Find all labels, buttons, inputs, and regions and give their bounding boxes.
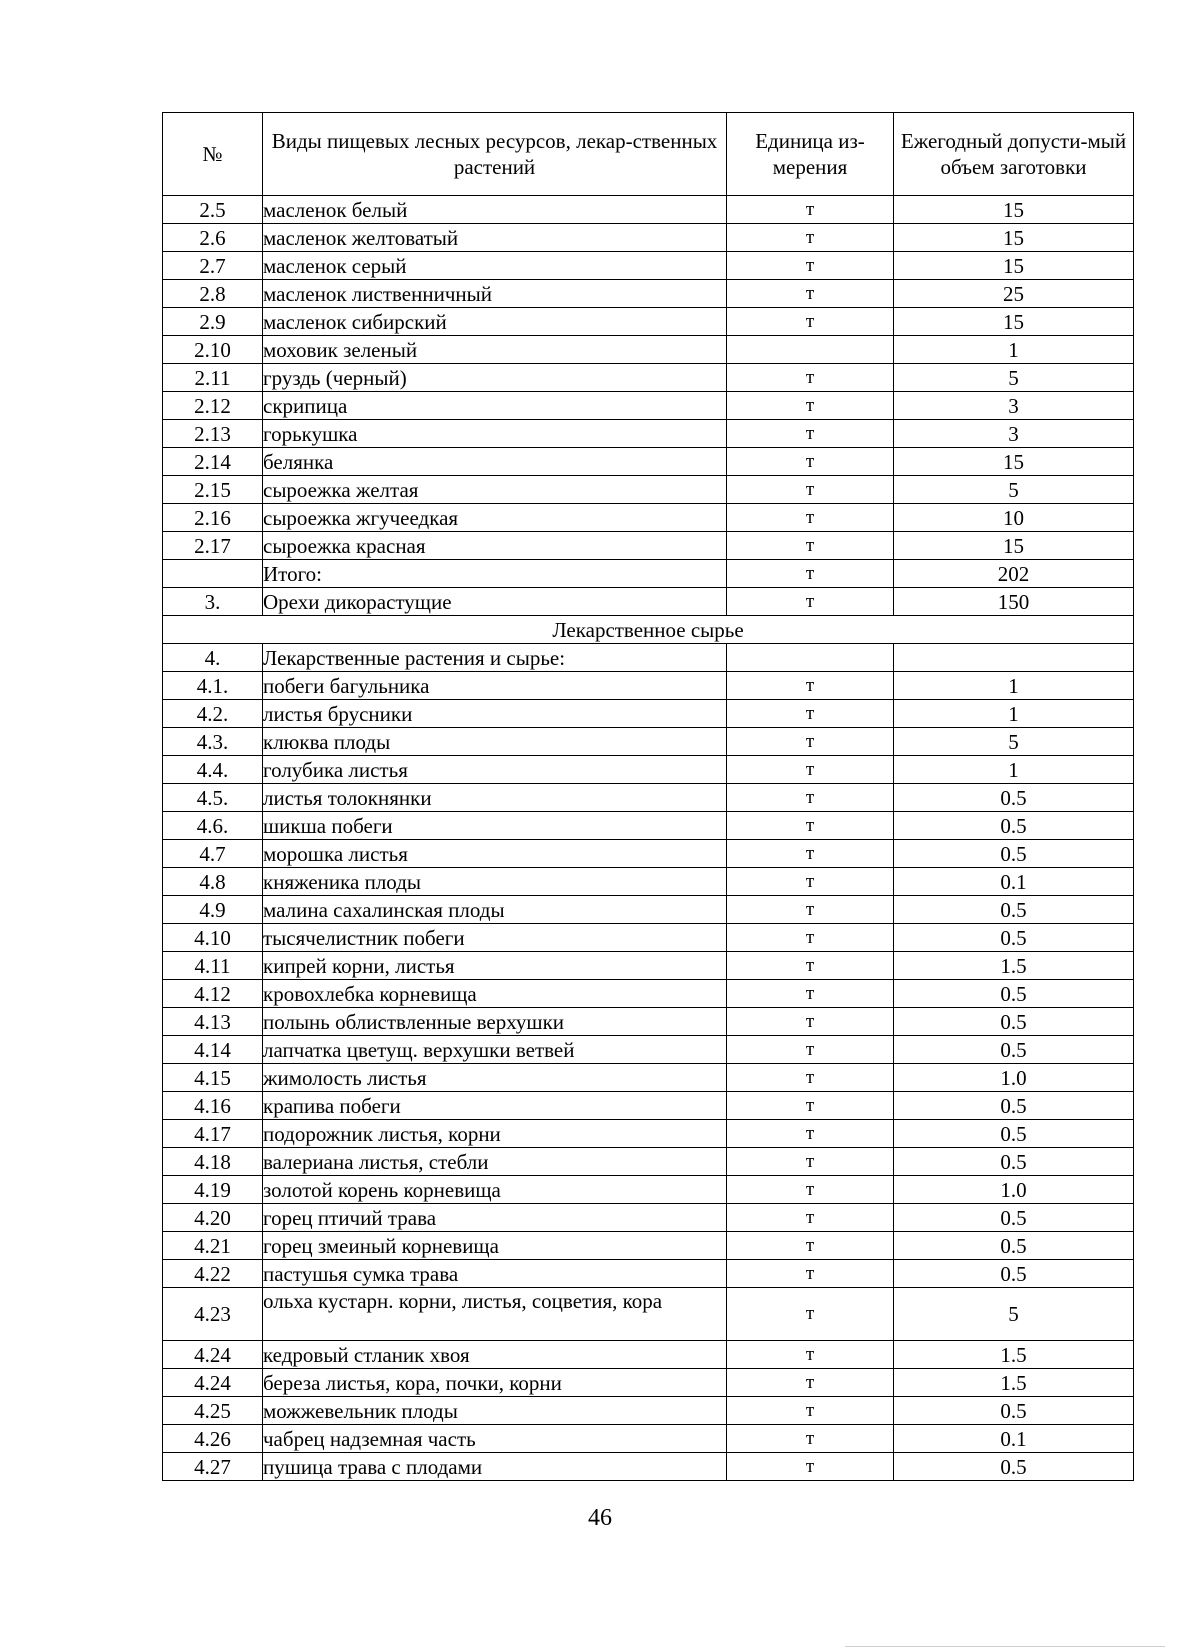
row-unit: т bbox=[727, 252, 894, 280]
row-unit: т bbox=[727, 588, 894, 616]
table-row bbox=[163, 840, 1134, 868]
row-name: малина сахалинская плоды bbox=[263, 896, 727, 924]
row-volume: 0.5 bbox=[894, 1232, 1134, 1260]
row-unit: т bbox=[727, 1369, 894, 1397]
row-unit: т bbox=[727, 980, 894, 1008]
table-row bbox=[163, 1425, 1134, 1453]
table-row bbox=[163, 1232, 1134, 1260]
row-name: голубика листья bbox=[263, 756, 727, 784]
table-row bbox=[163, 644, 1134, 672]
row-name: шикша побеги bbox=[263, 812, 727, 840]
row-num: 4.2. bbox=[163, 700, 263, 728]
header-num: № bbox=[163, 113, 263, 196]
row-name: белянка bbox=[263, 448, 727, 476]
row-volume: 10 bbox=[894, 504, 1134, 532]
row-unit: т bbox=[727, 1397, 894, 1425]
row-name: горец птичий трава bbox=[263, 1204, 727, 1232]
row-name: пастушья сумка трава bbox=[263, 1260, 727, 1288]
row-unit: т bbox=[727, 1425, 894, 1453]
page-number: 46 bbox=[588, 1505, 612, 1531]
row-num: 4. bbox=[163, 644, 263, 672]
row-num: 3. bbox=[163, 588, 263, 616]
table-row bbox=[163, 1092, 1134, 1120]
row-volume: 202 bbox=[894, 560, 1134, 588]
row-num: 4.16 bbox=[163, 1092, 263, 1120]
row-volume: 1 bbox=[894, 336, 1134, 364]
row-name: береза листья, кора, почки, корни bbox=[263, 1369, 727, 1397]
table-row bbox=[163, 364, 1134, 392]
divider bbox=[845, 1646, 1165, 1647]
row-num: 2.15 bbox=[163, 476, 263, 504]
row-num: 4.8 bbox=[163, 868, 263, 896]
row-num: 4.24 bbox=[163, 1341, 263, 1369]
table-row bbox=[163, 196, 1134, 224]
table-row bbox=[163, 252, 1134, 280]
row-name: сыроежка жгучеедкая bbox=[263, 504, 727, 532]
row-name: листья толокнянки bbox=[263, 784, 727, 812]
row-num: 4.18 bbox=[163, 1148, 263, 1176]
row-name: Лекарственные растения и сырье: bbox=[263, 644, 727, 672]
row-volume: 1 bbox=[894, 700, 1134, 728]
row-unit: т bbox=[727, 728, 894, 756]
row-name: валериана листья, стебли bbox=[263, 1148, 727, 1176]
row-num: 4.20 bbox=[163, 1204, 263, 1232]
row-name: Итого: bbox=[263, 560, 727, 588]
row-num: 4.15 bbox=[163, 1064, 263, 1092]
row-name: подорожник листья, корни bbox=[263, 1120, 727, 1148]
row-unit: т bbox=[727, 756, 894, 784]
row-num: 4.13 bbox=[163, 1008, 263, 1036]
row-num: 2.16 bbox=[163, 504, 263, 532]
row-unit: т bbox=[727, 308, 894, 336]
row-name: сыроежка красная bbox=[263, 532, 727, 560]
row-volume: 0.5 bbox=[894, 1397, 1134, 1425]
table-body-mushrooms bbox=[163, 196, 1134, 616]
row-volume: 0.5 bbox=[894, 1092, 1134, 1120]
row-unit bbox=[727, 336, 894, 364]
row-unit: т bbox=[727, 700, 894, 728]
table-row bbox=[163, 1120, 1134, 1148]
row-name: тысячелистник побеги bbox=[263, 924, 727, 952]
row-unit: т bbox=[727, 448, 894, 476]
table-row bbox=[163, 1260, 1134, 1288]
row-num: 4.3. bbox=[163, 728, 263, 756]
row-name: масленок лиственничный bbox=[263, 280, 727, 308]
row-volume: 1.5 bbox=[894, 952, 1134, 980]
row-unit: т bbox=[727, 924, 894, 952]
table-row bbox=[163, 504, 1134, 532]
row-num: 4.17 bbox=[163, 1120, 263, 1148]
row-num: 4.4. bbox=[163, 756, 263, 784]
table-row bbox=[163, 392, 1134, 420]
row-volume: 15 bbox=[894, 196, 1134, 224]
table-row bbox=[163, 1288, 1134, 1341]
row-volume: 0.5 bbox=[894, 840, 1134, 868]
row-name: кровохлебка корневища bbox=[263, 980, 727, 1008]
row-unit: т bbox=[727, 952, 894, 980]
row-volume: 5 bbox=[894, 728, 1134, 756]
row-volume: 1 bbox=[894, 672, 1134, 700]
row-num: 2.13 bbox=[163, 420, 263, 448]
table-row bbox=[163, 448, 1134, 476]
row-volume bbox=[894, 644, 1134, 672]
table-row bbox=[163, 280, 1134, 308]
row-unit: т bbox=[727, 1288, 894, 1341]
table-row bbox=[163, 952, 1134, 980]
table-row bbox=[163, 1397, 1134, 1425]
row-name: лапчатка цветущ. верхушки ветвей bbox=[263, 1036, 727, 1064]
row-volume: 5 bbox=[894, 1288, 1134, 1341]
table-row bbox=[163, 1453, 1134, 1481]
row-num: 2.12 bbox=[163, 392, 263, 420]
row-num: 4.26 bbox=[163, 1425, 263, 1453]
row-volume: 3 bbox=[894, 420, 1134, 448]
row-volume: 15 bbox=[894, 224, 1134, 252]
row-name: масленок желтоватый bbox=[263, 224, 727, 252]
row-unit: т bbox=[727, 280, 894, 308]
table-body-tall bbox=[163, 1288, 1134, 1341]
row-name: масленок белый bbox=[263, 196, 727, 224]
row-volume: 0.5 bbox=[894, 924, 1134, 952]
row-unit: т bbox=[727, 1260, 894, 1288]
row-unit: т bbox=[727, 420, 894, 448]
row-unit: т bbox=[727, 1453, 894, 1481]
row-volume: 3 bbox=[894, 392, 1134, 420]
table-row bbox=[163, 672, 1134, 700]
row-num: 2.8 bbox=[163, 280, 263, 308]
table-row bbox=[163, 868, 1134, 896]
table-row bbox=[163, 1176, 1134, 1204]
row-num: 4.19 bbox=[163, 1176, 263, 1204]
row-volume: 15 bbox=[894, 532, 1134, 560]
row-name: морошка листья bbox=[263, 840, 727, 868]
row-unit: т bbox=[727, 672, 894, 700]
row-volume: 1.5 bbox=[894, 1369, 1134, 1397]
row-unit: т bbox=[727, 1341, 894, 1369]
row-num: 4.6. bbox=[163, 812, 263, 840]
table-row bbox=[163, 1064, 1134, 1092]
row-unit: т bbox=[727, 476, 894, 504]
table-row bbox=[163, 1008, 1134, 1036]
row-volume: 1 bbox=[894, 756, 1134, 784]
table-row bbox=[163, 756, 1134, 784]
row-num: 4.12 bbox=[163, 980, 263, 1008]
row-unit: т bbox=[727, 364, 894, 392]
row-num: 2.10 bbox=[163, 336, 263, 364]
row-num: 2.7 bbox=[163, 252, 263, 280]
row-volume: 15 bbox=[894, 252, 1134, 280]
row-name: листья брусники bbox=[263, 700, 727, 728]
row-num: 2.6 bbox=[163, 224, 263, 252]
row-name: княженика плоды bbox=[263, 868, 727, 896]
row-volume: 150 bbox=[894, 588, 1134, 616]
row-volume: 0.1 bbox=[894, 868, 1134, 896]
row-num: 4.21 bbox=[163, 1232, 263, 1260]
table-row bbox=[163, 476, 1134, 504]
row-name: побеги багульника bbox=[263, 672, 727, 700]
row-num bbox=[163, 560, 263, 588]
row-unit: т bbox=[727, 1092, 894, 1120]
row-volume: 0.5 bbox=[894, 1204, 1134, 1232]
row-num: 4.24 bbox=[163, 1369, 263, 1397]
table-row bbox=[163, 532, 1134, 560]
row-unit: т bbox=[727, 784, 894, 812]
row-volume: 0.1 bbox=[894, 1425, 1134, 1453]
row-num: 4.11 bbox=[163, 952, 263, 980]
header-name: Виды пищевых лесных ресурсов, лекар-ственных растений bbox=[263, 113, 727, 196]
table-row bbox=[163, 1148, 1134, 1176]
row-name: масленок серый bbox=[263, 252, 727, 280]
row-unit: т bbox=[727, 1120, 894, 1148]
table-body-tail bbox=[163, 1341, 1134, 1481]
row-num: 4.23 bbox=[163, 1288, 263, 1341]
row-unit: т bbox=[727, 896, 894, 924]
row-volume: 15 bbox=[894, 448, 1134, 476]
table-row bbox=[163, 1204, 1134, 1232]
row-name: можжевельник плоды bbox=[263, 1397, 727, 1425]
row-name: масленок сибирский bbox=[263, 308, 727, 336]
row-volume: 0.5 bbox=[894, 1036, 1134, 1064]
row-unit: т bbox=[727, 196, 894, 224]
row-name: горец змеиный корневища bbox=[263, 1232, 727, 1260]
table-row bbox=[163, 420, 1134, 448]
row-volume: 0.5 bbox=[894, 784, 1134, 812]
row-name: кипрей корни, листья bbox=[263, 952, 727, 980]
table-header-row bbox=[163, 113, 1134, 196]
table-row bbox=[163, 980, 1134, 1008]
section-row bbox=[163, 616, 1134, 644]
row-unit bbox=[727, 644, 894, 672]
table-row bbox=[163, 896, 1134, 924]
row-volume: 15 bbox=[894, 308, 1134, 336]
row-num: 4.9 bbox=[163, 896, 263, 924]
row-volume: 0.5 bbox=[894, 1260, 1134, 1288]
header-unit: Единица из-мерения bbox=[727, 113, 894, 196]
header-volume: Ежегодный допусти-мый объем заготовки bbox=[894, 113, 1134, 196]
row-volume: 0.5 bbox=[894, 896, 1134, 924]
table-row bbox=[163, 336, 1134, 364]
row-name: сыроежка желтая bbox=[263, 476, 727, 504]
row-volume: 0.5 bbox=[894, 1148, 1134, 1176]
row-name: чабрец надземная часть bbox=[263, 1425, 727, 1453]
row-num: 4.25 bbox=[163, 1397, 263, 1425]
row-num: 2.14 bbox=[163, 448, 263, 476]
row-name: горькушка bbox=[263, 420, 727, 448]
row-num: 2.11 bbox=[163, 364, 263, 392]
row-volume: 1.5 bbox=[894, 1341, 1134, 1369]
row-unit: т bbox=[727, 392, 894, 420]
table-row bbox=[163, 784, 1134, 812]
row-volume: 5 bbox=[894, 476, 1134, 504]
row-unit: т bbox=[727, 560, 894, 588]
row-volume: 1.0 bbox=[894, 1064, 1134, 1092]
table-row bbox=[163, 588, 1134, 616]
row-volume: 25 bbox=[894, 280, 1134, 308]
row-num: 4.27 bbox=[163, 1453, 263, 1481]
row-unit: т bbox=[727, 1232, 894, 1260]
row-name: кедровый стланик хвоя bbox=[263, 1341, 727, 1369]
table-row bbox=[163, 728, 1134, 756]
row-num: 2.17 bbox=[163, 532, 263, 560]
row-num: 2.5 bbox=[163, 196, 263, 224]
row-num: 4.10 bbox=[163, 924, 263, 952]
row-unit: т bbox=[727, 868, 894, 896]
row-volume: 1.0 bbox=[894, 1176, 1134, 1204]
row-unit: т bbox=[727, 1008, 894, 1036]
row-name: скрипица bbox=[263, 392, 727, 420]
table-row bbox=[163, 1036, 1134, 1064]
row-volume: 5 bbox=[894, 364, 1134, 392]
row-volume: 0.5 bbox=[894, 1008, 1134, 1036]
row-volume: 0.5 bbox=[894, 1453, 1134, 1481]
row-unit: т bbox=[727, 224, 894, 252]
row-unit: т bbox=[727, 1204, 894, 1232]
row-num: 4.14 bbox=[163, 1036, 263, 1064]
row-unit: т bbox=[727, 1176, 894, 1204]
row-num: 4.7 bbox=[163, 840, 263, 868]
row-unit: т bbox=[727, 840, 894, 868]
row-unit: т bbox=[727, 1064, 894, 1092]
table-body-medicinal bbox=[163, 644, 1134, 1288]
table-body-section bbox=[163, 616, 1134, 644]
row-name: крапива побеги bbox=[263, 1092, 727, 1120]
table-row bbox=[163, 560, 1134, 588]
row-unit: т bbox=[727, 504, 894, 532]
row-volume: 0.5 bbox=[894, 812, 1134, 840]
row-name: полынь облиствленные верхушки bbox=[263, 1008, 727, 1036]
row-name: жимолость листья bbox=[263, 1064, 727, 1092]
table-row bbox=[163, 308, 1134, 336]
row-num: 2.9 bbox=[163, 308, 263, 336]
section-title: Лекарственное сырье bbox=[163, 616, 1134, 644]
row-name: пушица трава с плодами bbox=[263, 1453, 727, 1481]
row-volume: 0.5 bbox=[894, 980, 1134, 1008]
row-name: клюква плоды bbox=[263, 728, 727, 756]
table-row bbox=[163, 1369, 1134, 1397]
row-name: золотой корень корневища bbox=[263, 1176, 727, 1204]
row-unit: т bbox=[727, 532, 894, 560]
row-num: 4.1. bbox=[163, 672, 263, 700]
row-name: ольха кустарн. корни, листья, соцветия, кора bbox=[263, 1288, 727, 1341]
row-unit: т bbox=[727, 1036, 894, 1064]
row-name: Орехи дикорастущие bbox=[263, 588, 727, 616]
table-row bbox=[163, 812, 1134, 840]
table-row bbox=[163, 924, 1134, 952]
row-name: груздь (черный) bbox=[263, 364, 727, 392]
forest-resources-table bbox=[162, 112, 1134, 1481]
table-row bbox=[163, 700, 1134, 728]
row-num: 4.5. bbox=[163, 784, 263, 812]
table-row bbox=[163, 1341, 1134, 1369]
row-name: моховик зеленый bbox=[263, 336, 727, 364]
row-unit: т bbox=[727, 1148, 894, 1176]
row-unit: т bbox=[727, 812, 894, 840]
row-num: 4.22 bbox=[163, 1260, 263, 1288]
table-row bbox=[163, 224, 1134, 252]
row-volume: 0.5 bbox=[894, 1120, 1134, 1148]
